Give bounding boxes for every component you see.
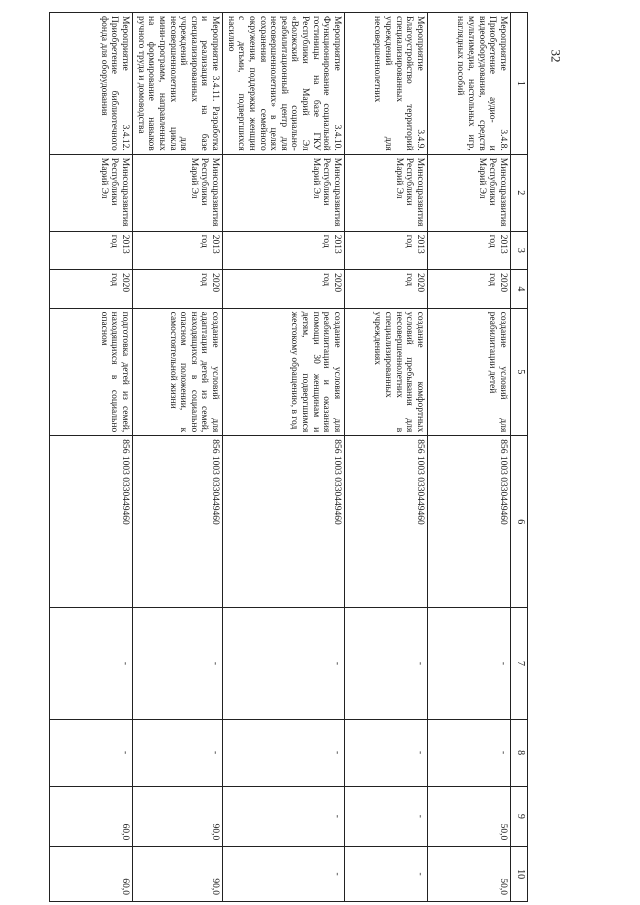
start-year-cell: 2013 год bbox=[50, 231, 133, 269]
value-cell-8: - bbox=[223, 719, 345, 786]
value-cell-7: - bbox=[50, 608, 133, 719]
result-cell: создание условий для адаптации детей из семей, находящихся в социально опасном положении, к самостоятельной жизни bbox=[133, 308, 223, 436]
measure-cell: Мероприятие 3.4.10. Функционирование социальной гостиницы на базе ГКУ Республики Марий Эл «Волжский социально-реабилитационный центр для несовершеннолетних» в целях сохранения семейного окружения, поддержки женщин с детьми, подвергшихся насилию bbox=[223, 13, 345, 155]
column-number: 6 bbox=[511, 436, 528, 608]
column-number-row bbox=[511, 13, 528, 902]
table-row bbox=[133, 13, 223, 902]
table-row bbox=[345, 13, 428, 902]
result-cell: подготовка детей из семей, находящихся в социально опасном bbox=[50, 308, 133, 436]
column-number: 2 bbox=[511, 154, 528, 231]
value-cell-7: - bbox=[428, 608, 511, 719]
table-row bbox=[223, 13, 345, 902]
end-year-cell: 2020 год bbox=[345, 270, 428, 308]
value-cell-9: 50,0 bbox=[428, 786, 511, 847]
budget-code-cell: 856 1003 0330449460 bbox=[428, 436, 511, 608]
value-cell-10: 60,0 bbox=[50, 847, 133, 902]
column-number: 4 bbox=[511, 270, 528, 308]
value-cell-8: - bbox=[428, 719, 511, 786]
value-cell-7: - bbox=[223, 608, 345, 719]
executor-cell: Минсоцразвития Республики Марий Эл bbox=[133, 154, 223, 231]
column-number: 9 bbox=[511, 786, 528, 847]
value-cell-8: - bbox=[345, 719, 428, 786]
column-number: 10 bbox=[511, 847, 528, 902]
value-cell-9: - bbox=[345, 786, 428, 847]
value-cell-10: 50,0 bbox=[428, 847, 511, 902]
measure-cell: Мероприятие 3.4.8. Приобретение аудио- и видеооборудования, средств мультимедиа, настольных игр, наглядных пособий bbox=[428, 13, 511, 155]
executor-cell: Минсоцразвития Республики Марий Эл bbox=[345, 154, 428, 231]
value-cell-9: 60,0 bbox=[50, 786, 133, 847]
value-cell-7: - bbox=[133, 608, 223, 719]
value-cell-10: 90,0 bbox=[133, 847, 223, 902]
result-cell: создание условий для реабилитации детей bbox=[428, 308, 511, 436]
budget-code-cell: 856 1003 0330449460 bbox=[133, 436, 223, 608]
result-cell: создание условия для реабилитации и оказания помощи 30 женщинам и детям, подвергшимся жестокому обращению, в год bbox=[223, 308, 345, 436]
executor-cell: Минсоцразвития Республики Марий Эл bbox=[50, 154, 133, 231]
start-year-cell: 2013 год bbox=[345, 231, 428, 269]
table-row bbox=[50, 13, 133, 902]
start-year-cell: 2013 год bbox=[133, 231, 223, 269]
end-year-cell: 2020 год bbox=[428, 270, 511, 308]
program-measures-table bbox=[49, 12, 528, 902]
executor-cell: Минсоцразвития Республики Марий Эл bbox=[428, 154, 511, 231]
column-number: 7 bbox=[511, 608, 528, 719]
value-cell-10: - bbox=[223, 847, 345, 902]
start-year-cell: 2013 год bbox=[428, 231, 511, 269]
program-table-wrapper bbox=[98, 12, 528, 902]
column-number: 5 bbox=[511, 308, 528, 436]
value-cell-8: - bbox=[50, 719, 133, 786]
value-cell-8: - bbox=[133, 719, 223, 786]
value-cell-7: - bbox=[345, 608, 428, 719]
page-number: 32 bbox=[548, 49, 564, 63]
value-cell-10: - bbox=[345, 847, 428, 902]
column-number: 8 bbox=[511, 719, 528, 786]
result-cell: создание комфортных условий пребывания для несовершеннолетних в специализированных учреждениях bbox=[345, 308, 428, 436]
measure-cell: Мероприятие 3.4.11. Разработка и реализация на базе специализированных учреждений для несовершеннолетних цикла мини-программ, направленных на формирование навыков ручного труда и домоводства bbox=[133, 13, 223, 155]
measure-cell: Мероприятие 3.4.9. Благоустройство территорий специализированных учреждений для несовершеннолетних bbox=[345, 13, 428, 155]
start-year-cell: 2013 год bbox=[223, 231, 345, 269]
budget-code-cell: 856 1003 0330449460 bbox=[345, 436, 428, 608]
end-year-cell: 2020 год bbox=[133, 270, 223, 308]
end-year-cell: 2020 год bbox=[223, 270, 345, 308]
end-year-cell: 2020 год bbox=[50, 270, 133, 308]
column-number: 1 bbox=[511, 13, 528, 155]
column-number: 3 bbox=[511, 231, 528, 269]
budget-code-cell: 856 1003 0330449460 bbox=[50, 436, 133, 608]
value-cell-9: - bbox=[223, 786, 345, 847]
executor-cell: Минсоцразвития Республики Марий Эл bbox=[223, 154, 345, 231]
budget-code-cell: 856 1003 0330449460 bbox=[223, 436, 345, 608]
table-row bbox=[428, 13, 511, 902]
value-cell-9: 90,0 bbox=[133, 786, 223, 847]
measure-cell: Мероприятие 3.4.12. Приобретение библиотечного фонда для оборудования bbox=[50, 13, 133, 155]
